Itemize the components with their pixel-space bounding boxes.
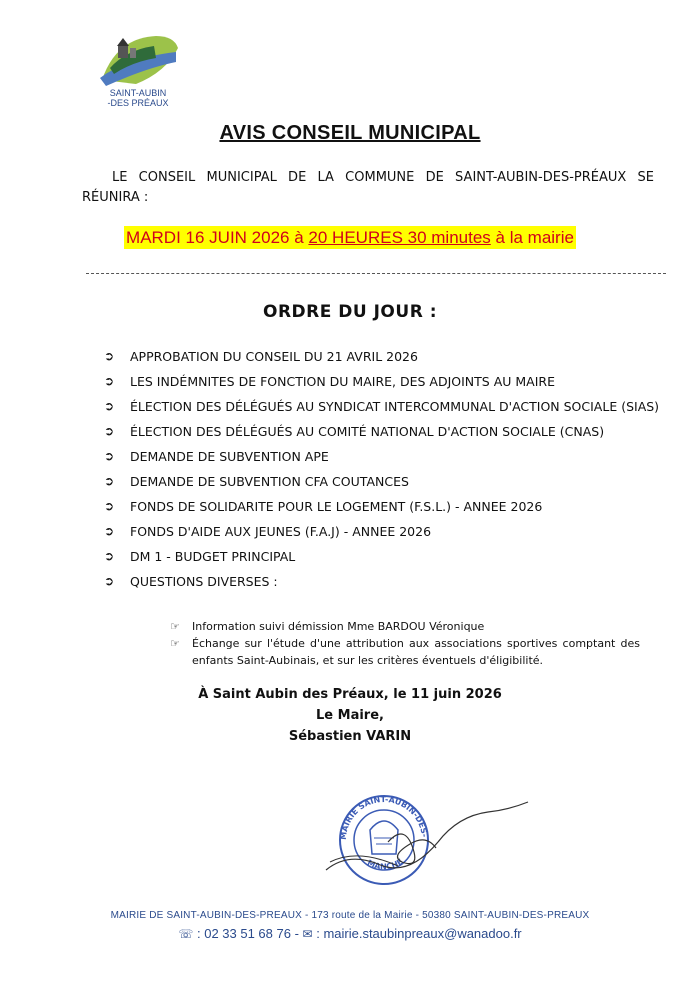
signature-block xyxy=(0,684,700,747)
agenda-item-text: APPROBATION DU CONSEIL DU 21 AVRIL 2026 xyxy=(130,349,418,364)
meeting-date: MARDI 16 JUIN 2026 xyxy=(126,228,290,247)
arrow-icon: ➲ xyxy=(104,524,115,538)
official-stamp-and-signature xyxy=(318,782,538,892)
sub-item-text: Échange sur l'étude d'une attribution aux associations sportives comptant des enfants Saint-Aubinais, et sur les critères éventuels d'éligibilité. xyxy=(192,637,640,667)
dashed-divider xyxy=(86,273,666,274)
arrow-icon: ➲ xyxy=(104,549,115,563)
arrow-icon: ➲ xyxy=(104,574,115,588)
arrow-icon: ➲ xyxy=(104,499,115,513)
agenda-item xyxy=(104,573,674,590)
agenda-item-text: FONDS DE SOLIDARITE POUR LE LOGEMENT (F.S.L.) - ANNEE 2026 xyxy=(130,499,543,514)
agenda-item-text: DEMANDE DE SUBVENTION CFA COUTANCES xyxy=(130,474,409,489)
agenda-item xyxy=(104,348,674,365)
agenda-item-text: ÉLECTION DES DÉLÉGUÉS AU SYNDICAT INTERCOMMUNAL D'ACTION SOCIALE (SIAS) xyxy=(130,399,660,414)
envelope-icon: ✉ xyxy=(302,927,313,941)
intro-text: LE CONSEIL MUNICIPAL DE LA COMMUNE DE SAINT-AUBIN-DES-PRÉAUX SE RÉUNIRA : xyxy=(82,170,654,205)
meeting-highlight xyxy=(124,226,576,249)
pointing-hand-icon: ☞ xyxy=(170,637,180,650)
pointing-hand-icon: ☞ xyxy=(170,620,180,633)
meeting-a: à xyxy=(294,228,304,247)
arrow-icon: ➲ xyxy=(104,424,115,438)
meeting-date-line xyxy=(0,228,700,248)
agenda-item-text: ÉLECTION DES DÉLÉGUÉS AU COMITÉ NATIONAL D'ACTION SOCIALE (CNAS) xyxy=(130,424,605,439)
agenda-item-text: DM 1 - BUDGET PRINCIPAL xyxy=(130,549,296,564)
agenda-item xyxy=(104,473,674,490)
arrow-icon: ➲ xyxy=(104,449,115,463)
meeting-time: 20 HEURES 30 minutes xyxy=(308,228,491,247)
agenda-item xyxy=(104,373,674,390)
logo-name-line1: SAINT-AUBIN xyxy=(109,88,167,98)
page-title: AVIS CONSEIL MUNICIPAL xyxy=(219,122,481,144)
signature-role: Le Maire, xyxy=(316,708,384,723)
stamp-bottom-text: MANCHE xyxy=(365,856,405,872)
sub-item xyxy=(170,635,640,669)
commune-logo xyxy=(96,28,180,110)
intro-paragraph xyxy=(82,168,654,208)
agenda-item xyxy=(104,423,674,440)
agenda-item xyxy=(104,398,674,415)
agenda-item-text: DEMANDE DE SUBVENTION APE xyxy=(130,449,329,464)
meeting-place: à la mairie xyxy=(495,228,574,247)
signature-name: Sébastien VARIN xyxy=(288,729,412,744)
arrow-icon: ➲ xyxy=(104,399,115,413)
landscape-logo-icon xyxy=(96,28,180,90)
logo-name-line2: -DES PRÉAUX xyxy=(107,98,169,108)
arrow-icon: ➲ xyxy=(104,374,115,388)
sub-item-text: Information suivi démission Mme BARDOU Véronique xyxy=(192,620,485,633)
arrow-icon: ➲ xyxy=(104,349,115,363)
agenda-item-text: LES INDÉMNITES DE FONCTION DU MAIRE, DES ADJOINTS AU MAIRE xyxy=(130,374,555,389)
agenda-item-text: FONDS D'AIDE AUX JEUNES (F.A.J) - ANNEE 2026 xyxy=(130,524,432,539)
agenda-item xyxy=(104,498,674,515)
agenda-item xyxy=(104,548,674,565)
sub-items-list xyxy=(170,618,640,669)
agenda-item xyxy=(104,448,674,465)
mairie-stamp-icon xyxy=(318,782,538,892)
footer-phone: : 02 33 51 68 76 - xyxy=(196,926,299,941)
sub-item xyxy=(170,618,640,635)
arrow-icon: ➲ xyxy=(104,474,115,488)
signature-place-date: À Saint Aubin des Préaux, le 11 juin 2026 xyxy=(198,687,502,702)
footer-email[interactable]: : mairie.staubinpreaux@wanadoo.fr xyxy=(316,926,522,941)
agenda-list xyxy=(104,348,674,598)
agenda-item-text: QUESTIONS DIVERSES : xyxy=(130,574,278,589)
footer-address: MAIRIE DE SAINT-AUBIN-DES-PREAUX - 173 route de la Mairie - 50380 SAINT-AUBIN-DES-PREAUX xyxy=(110,910,590,921)
stamp-top-text: MAIRIE SAINT-AUBIN-DES- xyxy=(338,794,429,841)
footer-contact xyxy=(0,926,700,941)
phone-icon: ☏ xyxy=(178,927,194,941)
agenda-item xyxy=(104,523,674,540)
agenda-title: ORDRE DU JOUR : xyxy=(263,302,437,322)
